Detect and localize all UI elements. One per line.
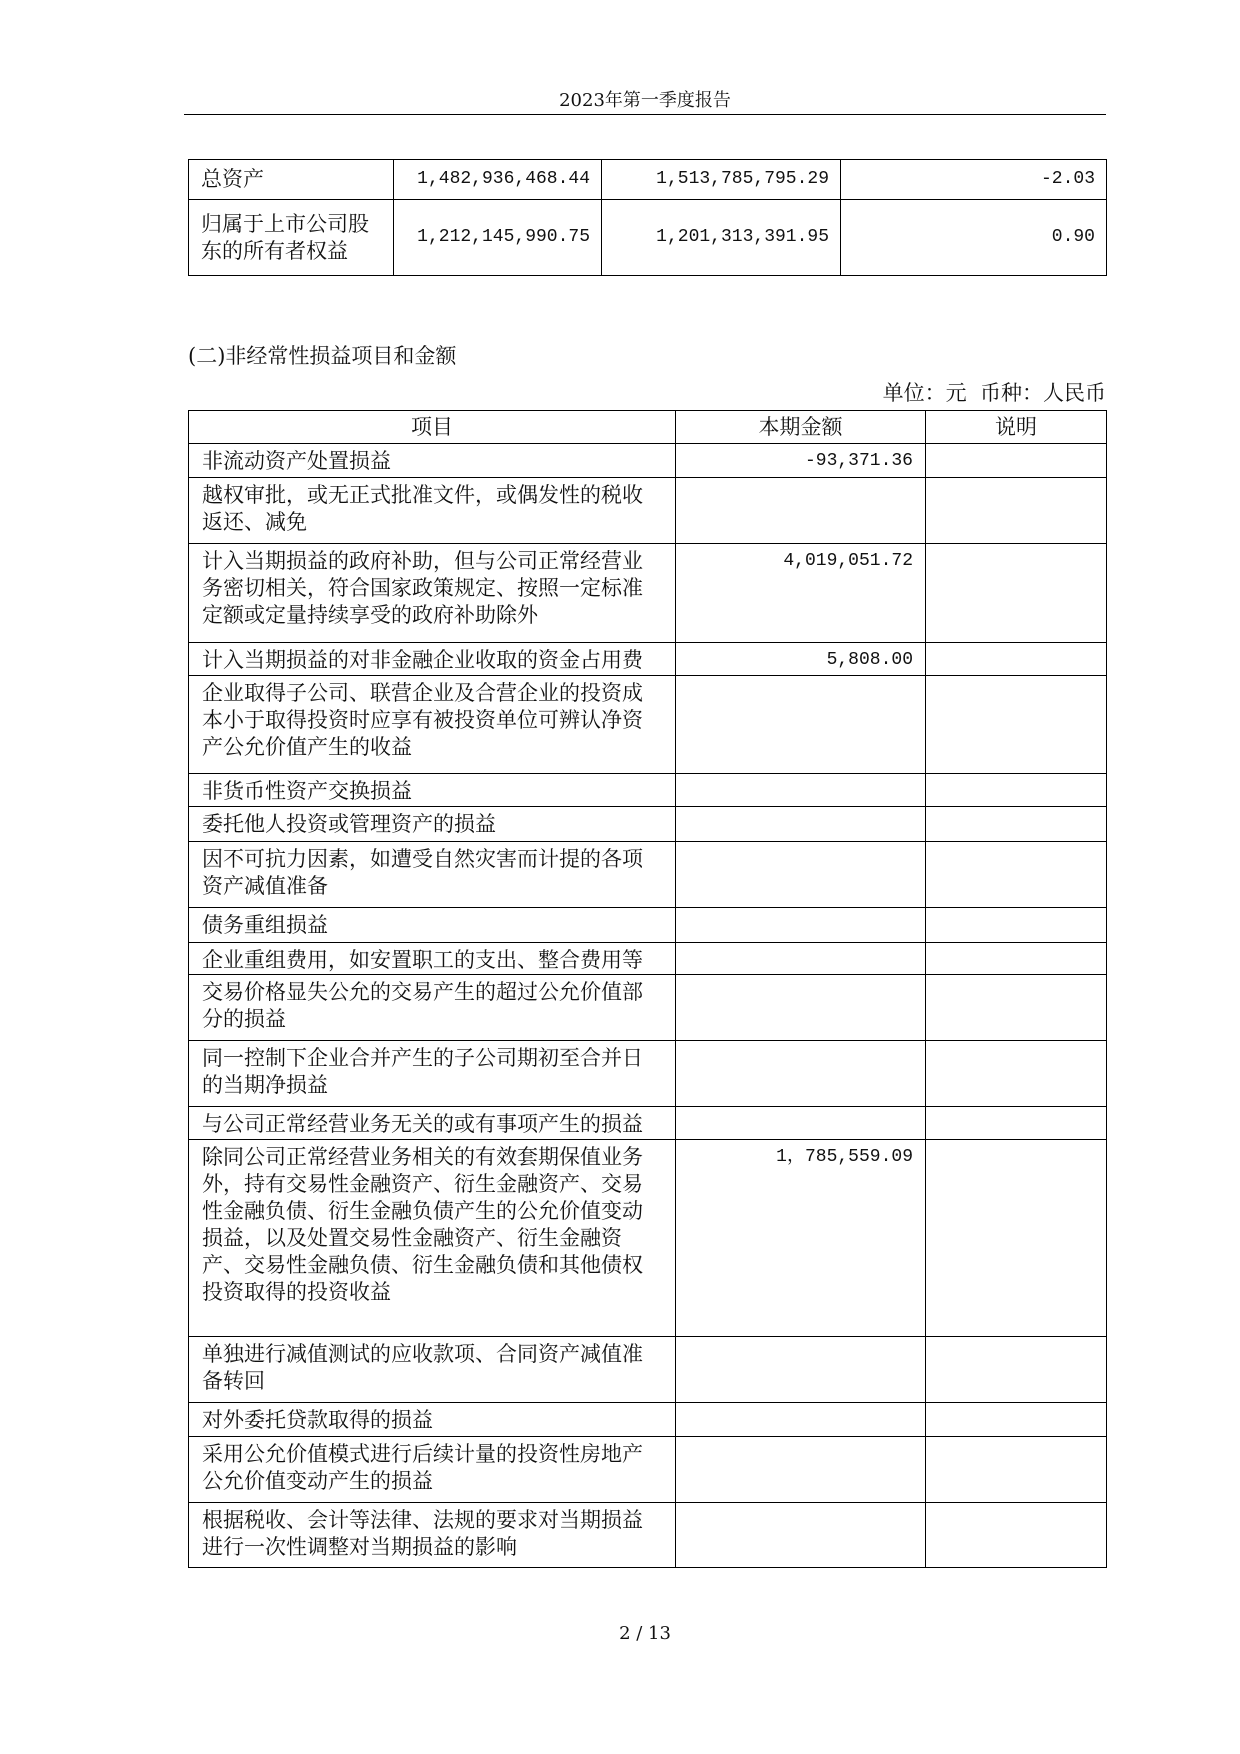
table-row (189, 842, 1107, 908)
item-text-line: 定额或定量持续享受的政府补助除外 (202, 603, 538, 627)
amount-cell (676, 807, 926, 842)
value-cell: 1,513,785,795.29 (602, 160, 841, 200)
table-row (189, 908, 1107, 943)
item-cell (189, 807, 676, 842)
amount-cell (676, 975, 926, 1041)
amount-cell (676, 943, 926, 975)
table-row (189, 478, 1107, 544)
note-cell (926, 544, 1107, 643)
item-cell (189, 1437, 676, 1503)
amount-cell (676, 774, 926, 807)
section-title: (二)非经常性损益项目和金额 (188, 344, 457, 368)
table-row (189, 160, 1107, 200)
row-label-cell (189, 160, 394, 200)
item-text-line: 分的损益 (202, 1007, 286, 1031)
amount-cell (676, 1041, 926, 1107)
note-cell (926, 478, 1107, 544)
item-text-line: 根据税收、会计等法律、法规的要求对当期损益 (202, 1508, 643, 1532)
item-text-line: 单独进行减值测试的应收款项、合同资产减值准 (202, 1342, 643, 1366)
row-label-line: 东的所有者权益 (201, 238, 348, 263)
note-cell (926, 1337, 1107, 1403)
item-cell (189, 774, 676, 807)
table-row (189, 444, 1107, 478)
non-recurring-items-table (188, 410, 1107, 1568)
amount-cell: 4,019,051.72 (676, 544, 926, 643)
item-cell (189, 1041, 676, 1107)
item-text-line: 企业重组费用，如安置职工的支出、整合费用等 (202, 948, 643, 972)
table-row (189, 1503, 1107, 1568)
table-header-row (189, 411, 1107, 444)
table-row (189, 1041, 1107, 1107)
amount-cell (676, 1437, 926, 1503)
item-cell (189, 908, 676, 943)
item-text-line: 债务重组损益 (202, 913, 328, 937)
note-cell (926, 774, 1107, 807)
item-cell (189, 842, 676, 908)
item-text-line: 与公司正常经营业务无关的或有事项产生的损益 (202, 1112, 643, 1136)
table-row (189, 975, 1107, 1041)
item-text-line: 对外委托贷款取得的损益 (202, 1408, 433, 1432)
table-row (189, 544, 1107, 643)
note-cell (926, 943, 1107, 975)
note-cell (926, 676, 1107, 774)
items-table-body (189, 444, 1107, 1568)
item-cell (189, 1403, 676, 1437)
item-text-line: 交易价格显失公允的交易产生的超过公允价值部 (202, 980, 643, 1004)
item-text-line: 因不可抗力因素，如遭受自然灾害而计提的各项 (202, 847, 643, 871)
table-row (189, 1107, 1107, 1140)
page-number: 2 / 13 (619, 1623, 671, 1644)
item-cell (189, 1503, 676, 1568)
note-cell (926, 975, 1107, 1041)
amount-cell (676, 908, 926, 943)
item-text-line: 除同公司正常经营业务相关的有效套期保值业务 (202, 1145, 643, 1169)
amount-cell (676, 842, 926, 908)
table-row (189, 643, 1107, 676)
item-cell (189, 478, 676, 544)
item-text-line: 非流动资产处置损益 (202, 449, 391, 473)
item-text-line: 非货币性资产交换损益 (202, 779, 412, 803)
column-header-amount: 本期金额 (676, 411, 926, 444)
item-cell (189, 1107, 676, 1140)
row-label-cell (189, 200, 394, 276)
change-cell: 0.90 (841, 200, 1107, 276)
note-cell (926, 444, 1107, 478)
note-cell (926, 807, 1107, 842)
page-header: 2023年第一季度报告 (559, 90, 731, 111)
header-rule (184, 114, 1106, 115)
item-text-line: 越权审批，或无正式批准文件，或偶发性的税收 (202, 483, 643, 507)
amount-cell (676, 676, 926, 774)
note-cell (926, 643, 1107, 676)
unit-note: 单位：元 币种：人民币 (882, 381, 1106, 405)
table-row (189, 774, 1107, 807)
item-text-line: 进行一次性调整对当期损益的影响 (202, 1535, 517, 1559)
table-row (189, 1403, 1107, 1437)
item-text-line: 本小于取得投资时应享有被投资单位可辨认净资 (202, 708, 643, 732)
item-cell (189, 975, 676, 1041)
amount-cell: 5,808.00 (676, 643, 926, 676)
item-text-line: 备转回 (202, 1369, 265, 1393)
item-text-line: 企业取得子公司、联营企业及合营企业的投资成 (202, 681, 643, 705)
table-row (189, 676, 1107, 774)
table-row (189, 943, 1107, 975)
amount-cell: -93,371.36 (676, 444, 926, 478)
amount-cell (676, 478, 926, 544)
amount-cell (676, 1107, 926, 1140)
item-cell (189, 676, 676, 774)
item-text-line: 产公允价值产生的收益 (202, 735, 412, 759)
amount-cell (676, 1337, 926, 1403)
amount-cell (676, 1503, 926, 1568)
table-row (189, 1437, 1107, 1503)
item-text-line: 采用公允价值模式进行后续计量的投资性房地产 (202, 1442, 643, 1466)
item-cell (189, 444, 676, 478)
note-cell (926, 908, 1107, 943)
amount-cell (676, 1403, 926, 1437)
item-cell (189, 544, 676, 643)
column-header-item: 项目 (189, 411, 676, 444)
item-text-line: 同一控制下企业合并产生的子公司期初至合并日 (202, 1046, 643, 1070)
table-row (189, 1140, 1107, 1337)
row-label-line: 归属于上市公司股 (201, 211, 369, 236)
note-cell (926, 842, 1107, 908)
table-row (189, 200, 1107, 276)
table-row (189, 807, 1107, 842)
item-text-line: 返还、减免 (202, 510, 307, 534)
note-cell (926, 1107, 1107, 1140)
item-text-line: 公允价值变动产生的损益 (202, 1469, 433, 1493)
item-text-line: 计入当期损益的对非金融企业收取的资金占用费 (202, 648, 643, 672)
row-label-line: 总资产 (201, 167, 264, 191)
item-text-line: 务密切相关，符合国家政策规定、按照一定标准 (202, 576, 643, 600)
note-cell (926, 1437, 1107, 1503)
value-cell: 1,201,313,391.95 (602, 200, 841, 276)
note-cell (926, 1140, 1107, 1337)
table-row (189, 1337, 1107, 1403)
item-cell (189, 943, 676, 975)
note-cell (926, 1041, 1107, 1107)
note-cell (926, 1403, 1107, 1437)
amount-cell: 1，785,559.09 (676, 1140, 926, 1337)
item-text-line: 产、交易性金融负债、衍生金融负债和其他债权 (202, 1253, 643, 1277)
item-text-line: 计入当期损益的政府补助，但与公司正常经营业 (202, 549, 643, 573)
item-cell (189, 1337, 676, 1403)
item-cell (189, 1140, 676, 1337)
column-header-note: 说明 (926, 411, 1107, 444)
item-cell (189, 643, 676, 676)
change-cell: -2.03 (841, 160, 1107, 200)
item-text-line: 性金融负债、衍生金融负债产生的公允价值变动 (202, 1199, 643, 1223)
value-cell: 1,212,145,990.75 (394, 200, 602, 276)
item-text-line: 投资取得的投资收益 (202, 1280, 391, 1304)
item-text-line: 的当期净损益 (202, 1073, 328, 1097)
item-text-line: 资产减值准备 (202, 874, 328, 898)
item-text-line: 外，持有交易性金融资产、衍生金融资产、交易 (202, 1172, 643, 1196)
value-cell: 1,482,936,468.44 (394, 160, 602, 200)
key-financials-table (188, 159, 1107, 276)
note-cell (926, 1503, 1107, 1568)
item-text-line: 损益，以及处置交易性金融资产、衍生金融资 (202, 1226, 622, 1250)
item-text-line: 委托他人投资或管理资产的损益 (202, 812, 496, 836)
